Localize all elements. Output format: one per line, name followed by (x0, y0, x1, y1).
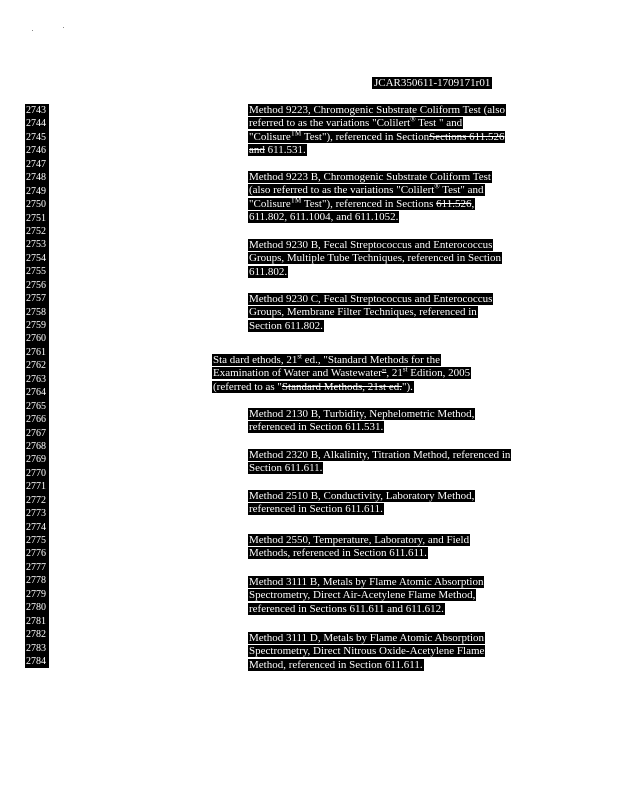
line-number: 2751 (26, 212, 46, 224)
line-number: 2748 (26, 172, 46, 184)
entry-line: Method 9223 B, Chromogenic Substrate Coliform Test (249, 171, 491, 183)
line-number: 2759 (26, 320, 46, 331)
line-number: 2761 (26, 346, 46, 358)
entry-line: Method 9230 C, Fecal Streptococcus and Enterococcus (249, 293, 493, 305)
entry-line: (also referred to as the variations "Colilert® Test" and (249, 182, 484, 197)
line-number: 2765 (26, 400, 46, 412)
line-number: 2762 (26, 360, 46, 372)
line-number: 2755 (26, 266, 46, 278)
entry-method-9230b (248, 239, 502, 279)
line-number: 2758 (26, 306, 46, 318)
line-number: 2744 (26, 118, 46, 130)
entry-method-9223 (248, 104, 506, 158)
struck-text: Sections 611.526 (429, 130, 505, 143)
struck-text: 611.526 (436, 197, 472, 210)
line-number: 2749 (26, 185, 46, 197)
entry-line: Method, referenced in Section 611.611. (249, 658, 423, 671)
entry-method-2550 (248, 534, 470, 561)
entry-line: (referred to as "Standard Methods, 21st ed."). (213, 380, 413, 393)
entry-line: "Colisure™ Test"), referenced in Sections 611.526, (249, 196, 475, 210)
entry-method-9230c (248, 293, 493, 333)
line-number: 2772 (26, 494, 46, 506)
entry-line: Method 2130 B, Turbidity, Nephelometric Method, (249, 408, 475, 420)
entry-line: Spectrometry, Direct Air-Acetylene Flame Method, (249, 589, 476, 602)
line-number: 2769 (26, 454, 46, 466)
entry-method-2510b (248, 490, 475, 517)
line-number: 2756 (26, 279, 46, 291)
line-number: 2783 (26, 642, 46, 654)
line-number: 2747 (26, 158, 46, 170)
entry-method-2320b (248, 449, 511, 476)
line-number: 2745 (26, 131, 46, 143)
line-number: 2753 (26, 239, 46, 251)
entry-line: referenced in Section 611.531. (249, 421, 384, 434)
entry-line: Groups, Multiple Tube Techniques, referenced in Section (249, 252, 501, 265)
line-number: 2760 (26, 333, 46, 345)
line-number: 2746 (26, 145, 46, 157)
entry-method-2130b (248, 408, 475, 435)
line-number: 2780 (26, 602, 46, 614)
entry-line: 611.802, 611.1004, and 611.1052. (249, 211, 399, 224)
struck-text: and (249, 144, 265, 157)
line-number: 2768 (26, 440, 46, 452)
line-number: 2771 (26, 481, 46, 493)
line-number: 2775 (26, 535, 46, 546)
scan-speck (63, 27, 64, 28)
line-number: 2754 (26, 252, 46, 264)
document-code: JCAR350611-1709171r01 (374, 77, 491, 89)
scan-speck (32, 30, 33, 31)
entry-line: Examination of Water and Wastewater", 21st Edition, 2005 (213, 365, 471, 380)
entry-line: "Colisure™ Test"), referenced in SectionSections 611.526 (249, 129, 505, 143)
line-number: 2782 (26, 629, 46, 641)
entry-line: Groups, Membrane Filter Techniques, referenced in (249, 306, 477, 319)
entry-standard-methods-21st (212, 354, 471, 394)
line-number: 2766 (26, 414, 46, 426)
entry-line: Method 9230 B, Fecal Streptococcus and Enterococcus (249, 239, 493, 251)
entry-line: Method 3111 D, Metals by Flame Atomic Absorption (249, 632, 485, 644)
entry-line: Method 2550, Temperature, Laboratory, and Field (249, 534, 470, 546)
entry-line: Method 3111 B, Metals by Flame Atomic Absorption (249, 576, 484, 588)
entry-line: and 611.531. (249, 144, 306, 157)
entry-line: 611.802. (249, 265, 288, 278)
entry-line: Methods, referenced in Section 611.611. (249, 547, 427, 560)
entry-line: referenced in Section 611.611. (249, 503, 383, 516)
entry-line: Section 611.802. (249, 319, 323, 332)
line-number: 2781 (26, 615, 46, 627)
entry-method-3111b (248, 576, 484, 616)
line-number: 2779 (26, 588, 46, 600)
line-number: 2752 (26, 225, 46, 237)
line-number: 2764 (26, 387, 46, 399)
line-number: 2743 (26, 105, 46, 116)
entry-line: Section 611.611. (249, 462, 323, 475)
line-number: 2777 (26, 561, 46, 573)
line-number: 2763 (26, 373, 46, 385)
line-number-column (25, 104, 49, 668)
line-number: 2757 (26, 293, 46, 305)
entry-method-9223b (248, 171, 492, 225)
struck-text: Standard Methods, 21st ed. (281, 380, 402, 393)
line-number: 2776 (26, 548, 46, 560)
line-number: 2750 (26, 199, 46, 211)
entry-line: Spectrometry, Direct Nitrous Oxide-Acetylene Flame (249, 645, 485, 658)
line-number: 2778 (26, 575, 46, 587)
line-number: 2767 (26, 427, 46, 439)
line-number: 2774 (26, 521, 46, 533)
entry-line: Method 2510 B, Conductivity, Laboratory Method, (249, 490, 475, 502)
entry-line: Sta dard ethods, 21st ed., "Standard Methods for the (213, 352, 440, 366)
struck-text: " (381, 367, 387, 380)
entry-line: Method 9223, Chromogenic Substrate Coliform Test (also (249, 104, 505, 116)
line-number: 2784 (26, 655, 46, 667)
entry-line: referenced in Sections 611.611 and 611.612. (249, 602, 444, 615)
entry-line: referred to as the variations "Colilert® Test " and (249, 115, 463, 130)
line-number: 2770 (26, 467, 46, 479)
entry-line: Method 2320 B, Alkalinity, Titration Method, referenced in (249, 449, 511, 461)
entry-method-3111d (248, 632, 485, 672)
line-number: 2773 (26, 508, 46, 520)
